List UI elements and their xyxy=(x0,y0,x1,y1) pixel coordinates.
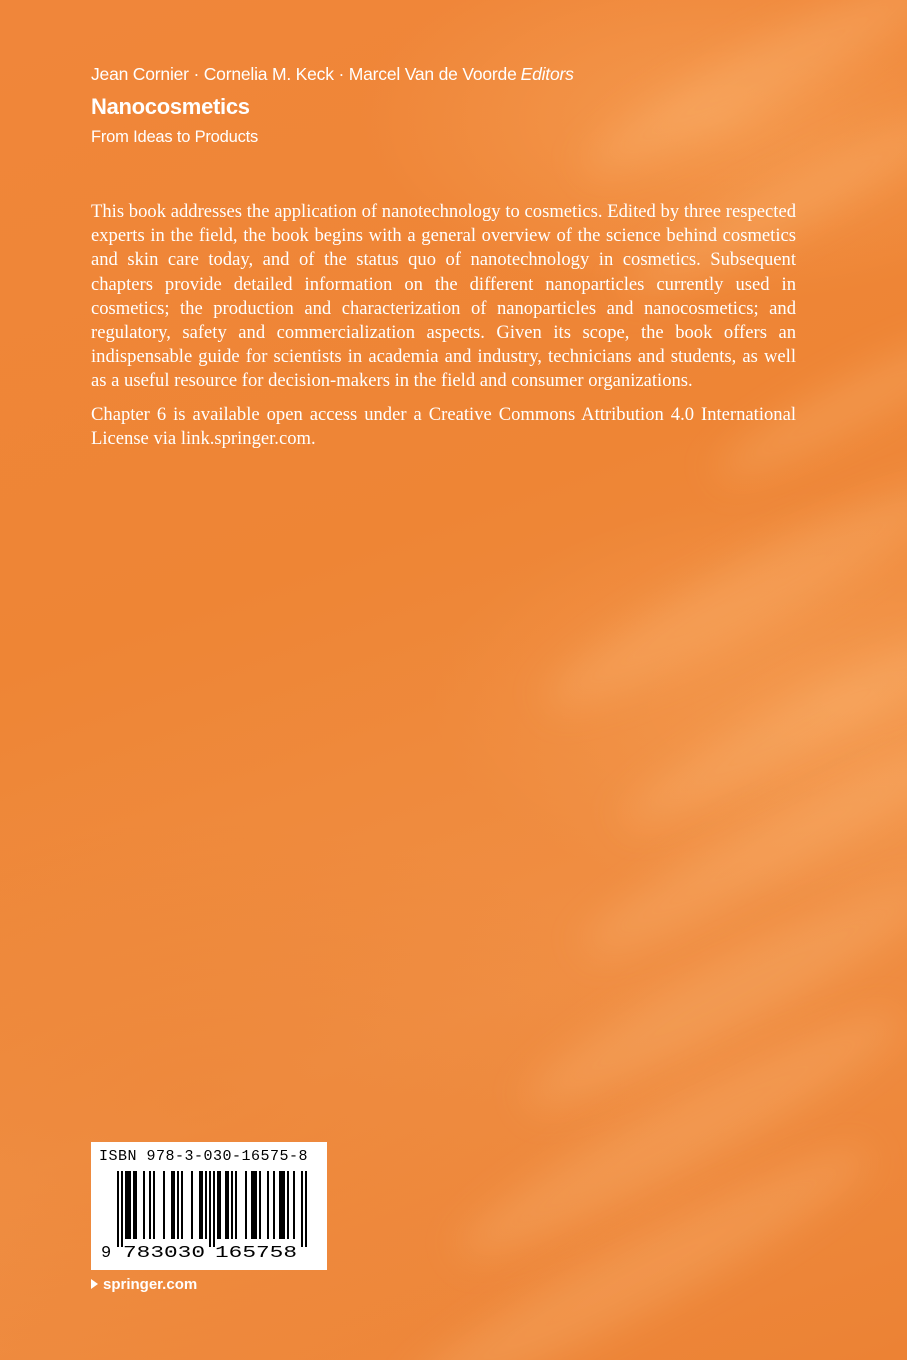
barcode-bar xyxy=(171,1171,173,1239)
isbn-label: ISBN 978-3-030-16575-8 xyxy=(99,1148,309,1165)
barcode-bar xyxy=(245,1171,247,1239)
barcode-bar xyxy=(287,1171,289,1239)
barcode-bar xyxy=(273,1171,275,1239)
barcode-bar xyxy=(301,1171,303,1247)
barcode-bar xyxy=(235,1171,237,1239)
book-description xyxy=(91,200,796,460)
barcode-bar xyxy=(153,1171,155,1239)
description-paragraph: This book addresses the application of nanotechnology to cosmetics. Edited by three respected experts in the field, the book begins with a general overview of the science behind cosmetics and skin care today, and of the status quo of nanotechnology in cosmetics. Subsequent chapters provide detailed information on the different nanoparticles currently used in cosmetics; the production and characterization of nanoparticles and nanocosmetics; and regulatory, safety and commercialization aspects. Given its scope, the book offers an indispensable guide for scientists in academia and industry, technicians and students, as well as a useful resource for decision-makers in the field and consumer organizations. xyxy=(91,201,796,392)
barcode-bar xyxy=(293,1171,295,1239)
barcode-bar xyxy=(173,1171,175,1239)
open-access-note: Chapter 6 is available open access under a Creative Commons Attribution 4.0 International License via link.springer.com. xyxy=(91,403,796,449)
barcode-bar xyxy=(279,1171,281,1239)
publisher-website-link[interactable] xyxy=(91,1276,197,1293)
editors-line xyxy=(91,64,574,85)
editors-role: Editors xyxy=(520,64,574,84)
barcode-bar xyxy=(259,1171,261,1239)
barcode-bar xyxy=(217,1171,219,1239)
isbn-barcode-panel xyxy=(91,1142,327,1270)
barcode-bar xyxy=(219,1171,221,1239)
barcode-bar xyxy=(201,1171,203,1239)
barcode-bar xyxy=(251,1171,253,1239)
barcode-bar xyxy=(143,1171,145,1239)
barcode-bar xyxy=(305,1171,307,1247)
barcode-bar xyxy=(281,1171,283,1239)
barcode-bar xyxy=(121,1171,123,1247)
arrow-right-icon xyxy=(91,1279,98,1289)
barcode-bar xyxy=(255,1171,257,1239)
barcode-bar xyxy=(129,1171,131,1239)
barcode-bar xyxy=(127,1171,129,1239)
barcode-right-digits: 165758 xyxy=(215,1244,297,1261)
barcode-bar xyxy=(133,1171,135,1239)
barcode-bar xyxy=(117,1171,119,1247)
barcode-bar xyxy=(191,1171,193,1239)
book-subtitle: From Ideas to Products xyxy=(91,128,259,146)
publisher-website-text: springer.com xyxy=(103,1276,198,1293)
book-title: Nanocosmetics xyxy=(91,94,250,119)
barcode-bar xyxy=(267,1171,269,1239)
editors-names: Jean Cornier · Cornelia M. Keck · Marcel Van de Voorde xyxy=(91,64,517,84)
barcode-bar xyxy=(213,1171,215,1247)
barcode-first-digit: 9 xyxy=(101,1244,112,1261)
ean13-barcode xyxy=(99,1169,319,1261)
barcode-bar xyxy=(209,1171,211,1247)
barcode-bar xyxy=(227,1171,229,1239)
barcode-bars xyxy=(117,1171,307,1247)
barcode-bar xyxy=(205,1171,207,1239)
barcode-bar xyxy=(149,1171,151,1239)
barcode-bar xyxy=(181,1171,183,1239)
barcode-bar xyxy=(125,1171,127,1239)
barcode-bar xyxy=(177,1171,179,1239)
barcode-bar xyxy=(283,1171,285,1239)
barcode-bar xyxy=(135,1171,137,1239)
barcode-left-digits: 783030 xyxy=(123,1244,205,1261)
barcode-bar xyxy=(199,1171,201,1239)
barcode-bar xyxy=(253,1171,255,1239)
barcode-bar xyxy=(225,1171,227,1239)
barcode-bar xyxy=(163,1171,165,1239)
barcode-bar xyxy=(231,1171,233,1239)
